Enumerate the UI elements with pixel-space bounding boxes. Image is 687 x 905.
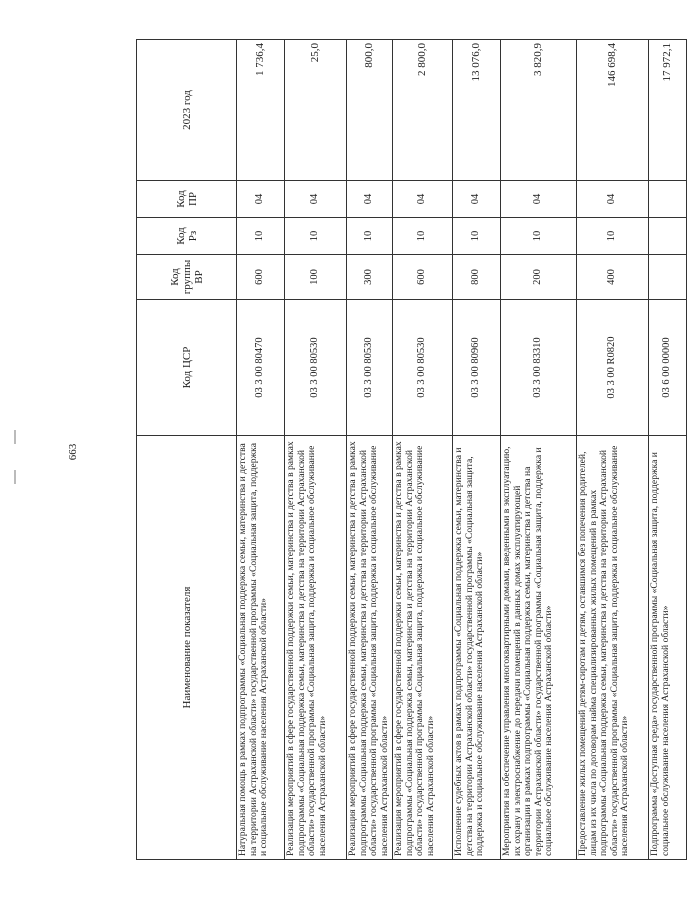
cell-pr: 04 <box>285 181 347 218</box>
cell-name: Мероприятия на обеспечение управления многоквартирными домами, введенными в эксплуатацию, их охрану и электроснабжение до передачи помещений в данных домах эксплуатирующей организации в рамках подпрограммы «Социальная поддержка семьи, материнства и детства на территории Астраханской области» государственной программы «Социальная защита, поддержка и социальное обслуживание населения Астраханской области» <box>501 436 577 860</box>
cell-amount: 13 076,0 <box>453 40 501 181</box>
cell-name: Реализация мероприятий в сфере государственной поддержки семьи, материнства и детства в рамках подпрограммы «Социальная поддержка семьи, материнства и детства на территории Астраханской области» государственной программы «Социальная защита, поддержка и социальное обслуживание населения Астраханской области» <box>285 436 347 860</box>
header-csr: Код ЦСР <box>137 300 237 436</box>
cell-name: Реализация мероприятий в сфере государственной поддержки семьи, материнства и детства в рамках подпрограммы «Социальная поддержка семьи, материнства и детства на территории Астраханской области» государственной программы «Социальная защита, поддержка и социальное обслуживание населения Астраханской области» <box>347 436 393 860</box>
cell-amount: 3 820,9 <box>501 40 577 181</box>
cell-vr: 300 <box>347 255 393 300</box>
table-row <box>649 40 687 860</box>
cell-csr: 03 3 00 80530 <box>285 300 347 436</box>
cell-pr: 04 <box>453 181 501 218</box>
cell-amount: 2 800,0 <box>393 40 453 181</box>
cell-name: Натуральная помощь в рамках подпрограммы «Социальная поддержка семьи, материнства и детства на территории Астраханской области» государственной программы «Социальная защита, поддержка и социальное обслуживание населения Астраханской области» <box>237 436 285 860</box>
table-header-row <box>137 40 237 860</box>
cell-csr: 03 6 00 00000 <box>649 300 687 436</box>
cell-rz: 10 <box>501 218 577 255</box>
scan-edge-mark <box>14 430 16 444</box>
cell-name: Предоставление жилых помещений детям-сиротам и детям, оставшимся без попечения родителей, лицам из их числа по договорам найма специализированных жилых помещений в рамках подпрограммы «Социальная поддержка семьи, материнства и детства на территории Астраханской области» государственной программы «Социальная защита, поддержка и социальное обслуживание населения Астраханской области» <box>577 436 649 860</box>
cell-name: Исполнение судебных актов в рамках подпрограммы «Социальная поддержка семьи, материнства и детства на территории Астраханской области» государственной программы «Социальная защита, поддержка и социальное обслуживание населения Астраханской области» <box>453 436 501 860</box>
cell-rz: 10 <box>347 218 393 255</box>
cell-rz: 10 <box>393 218 453 255</box>
cell-pr: 04 <box>577 181 649 218</box>
table-row <box>577 40 649 860</box>
cell-name: Подпрограмма «Доступная среда» государственной программы «Социальная защита, поддержка и социальное обслуживание населения Астраханской области» <box>649 436 687 860</box>
scan-edge-mark <box>14 470 16 484</box>
cell-vr: 600 <box>393 255 453 300</box>
cell-rz: 10 <box>577 218 649 255</box>
budget-table <box>136 39 687 860</box>
cell-pr: 04 <box>393 181 453 218</box>
cell-rz: 10 <box>453 218 501 255</box>
table-row <box>501 40 577 860</box>
header-vr: Код группы ВР <box>137 255 237 300</box>
cell-csr: 03 3 00 80530 <box>347 300 393 436</box>
cell-rz: 10 <box>285 218 347 255</box>
cell-csr: 03 3 00 R0820 <box>577 300 649 436</box>
table-row <box>393 40 453 860</box>
cell-vr: 200 <box>501 255 577 300</box>
table-row <box>237 40 285 860</box>
header-rz: Код Рз <box>137 218 237 255</box>
cell-amount: 1 736,4 <box>237 40 285 181</box>
cell-name: Реализация мероприятий в сфере государственной поддержки семьи, материнства и детства в рамках подпрограммы «Социальная поддержка семьи, материнства и детства на территории Астраханской области» государственной программы «Социальная защита, поддержка и социальное обслуживание населения Астраханской области» <box>393 436 453 860</box>
table-row <box>347 40 393 860</box>
header-pr: Код ПР <box>137 181 237 218</box>
cell-csr: 03 3 00 80530 <box>393 300 453 436</box>
cell-pr: 04 <box>347 181 393 218</box>
cell-rz <box>649 218 687 255</box>
cell-vr: 800 <box>453 255 501 300</box>
cell-rz: 10 <box>237 218 285 255</box>
cell-pr: 04 <box>237 181 285 218</box>
cell-csr: 03 3 00 80470 <box>237 300 285 436</box>
cell-amount: 17 972,1 <box>649 40 687 181</box>
cell-pr: 04 <box>501 181 577 218</box>
cell-amount: 25,0 <box>285 40 347 181</box>
header-name: Наименование показателя <box>137 436 237 860</box>
table-row <box>453 40 501 860</box>
cell-amount: 146 698,4 <box>577 40 649 181</box>
cell-amount: 800,0 <box>347 40 393 181</box>
header-year: 2023 год <box>137 40 237 181</box>
cell-vr: 600 <box>237 255 285 300</box>
cell-csr: 03 3 00 80960 <box>453 300 501 436</box>
cell-vr: 400 <box>577 255 649 300</box>
page-number: 663 <box>67 443 79 461</box>
cell-pr <box>649 181 687 218</box>
rotated-table-container <box>136 40 674 860</box>
cell-csr: 03 3 00 83310 <box>501 300 577 436</box>
cell-vr: 100 <box>285 255 347 300</box>
cell-vr <box>649 255 687 300</box>
table-row <box>285 40 347 860</box>
